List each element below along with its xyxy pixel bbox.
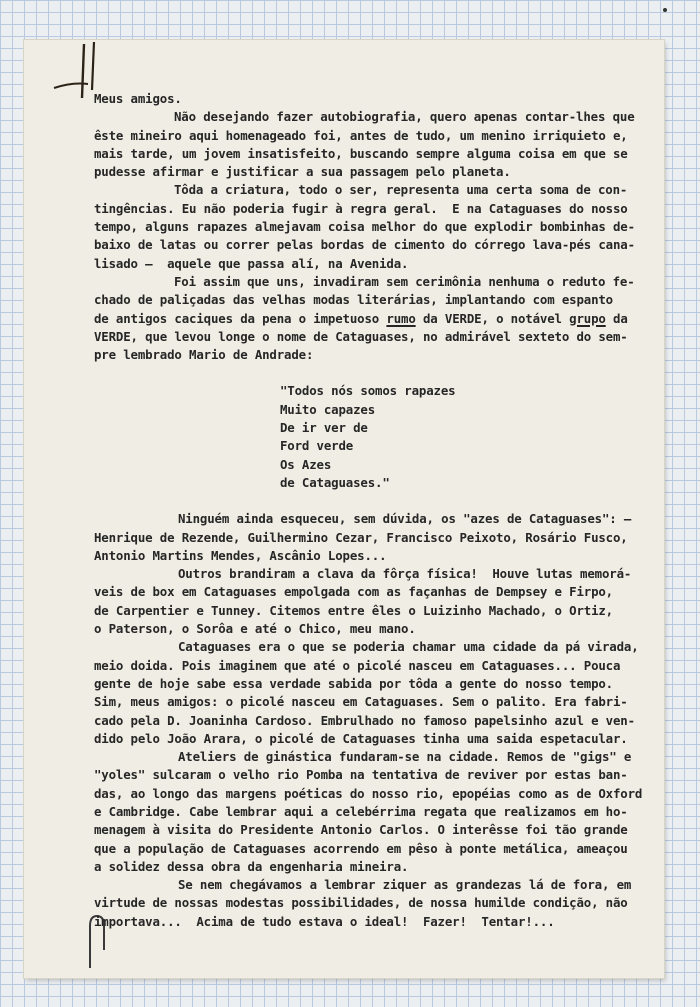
poem-line: De ir ver de <box>280 420 368 436</box>
text-line: dido pelo João Arara, o picolé de Cataguases tinha uma saida espetacular. <box>94 730 628 746</box>
text-line: Cataguases era o que se poderia chamar uma cidade da pá virada, <box>178 639 639 655</box>
poem-line: Muito capazes <box>280 401 376 417</box>
poem-line: Os Azes <box>280 456 332 472</box>
text-line: gente de hoje sabe essa verdade sabida por tôda a gente do nosso tempo. <box>94 675 613 691</box>
text-line: Tôda a criatura, todo o ser, representa uma certa soma de con- <box>174 182 628 198</box>
text-line: menagem à visita do Presidente Antonio Carlos. O interêsse foi tão grande <box>94 822 628 838</box>
text-line: de Carpentier e Tunney. Citemos entre êles o Luizinho Machado, o Ortiz, <box>94 602 613 618</box>
text-segment: da <box>605 310 628 326</box>
text-line: importava... Acima de tudo estava o ideal! Fazer! Tentar!... <box>94 913 555 929</box>
greeting: Meus amigos. <box>94 91 182 106</box>
text-line: Outros brandiram a clava da fôrça física! Houve lutas memorá- <box>178 566 632 582</box>
letter-body <box>94 90 674 931</box>
text-line: "yoles" sulcaram o velho rio Pomba na tentativa de reviver por estas ban- <box>94 767 628 783</box>
text-line: Não desejando fazer autobiografia, quero apenas contar-lhes que <box>174 109 635 125</box>
underlined-word: grupo <box>569 310 606 326</box>
text-line: Antonio Martins Mendes, Ascânio Lopes... <box>94 547 387 563</box>
text-line: tempo, alguns rapazes almejavam coisa melhor do que explodir bombinhas de- <box>94 219 635 235</box>
text-line: Foi assim que uns, invadiram sem cerimônia nenhuma o reduto fe- <box>174 273 635 289</box>
text-segment: da VERDE, o notável <box>415 310 570 326</box>
text-segment: de antigos caciques da pena o impetuoso <box>94 310 387 326</box>
text-line: chado de paliçadas das velhas modas literárias, implantando com espanto <box>94 292 613 308</box>
text-line: virtude de nossas modestas possibilidades, de nossa humilde condição, não <box>94 895 628 911</box>
corner-mark <box>660 5 670 15</box>
text-line: Se nem chegávamos a lembrar ziquer as grandezas lá de fora, em <box>178 877 632 893</box>
poem-line: Ford verde <box>280 438 354 454</box>
text-line: pre lembrado Mario de Andrade: <box>94 347 314 363</box>
text-line: cado pela D. Joaninha Cardoso. Embrulhado no famoso papelsinho azul e ven- <box>94 712 635 728</box>
text-line: e Cambridge. Cabe lembrar aqui a celebérrima regata que realizamos em ho- <box>94 803 628 819</box>
text-line <box>94 310 674 328</box>
poem-line: de Cataguases." <box>280 474 390 490</box>
text-line: veis de box em Cataguases empolgada com as façanhas de Dempsey e Firpo, <box>94 584 613 600</box>
text-line: das, ao longo das margens poéticas do nosso rio, epopéias como as de Oxford <box>94 785 643 801</box>
text-line: êste mineiro aqui homenageado foi, antes de tudo, um menino irriquieto e, <box>94 127 628 143</box>
text-line: pudesse afirmar e justificar a sua passagem pelo planeta. <box>94 164 511 180</box>
text-line: o Paterson, o Sorôa e até o Chico, meu mano. <box>94 621 416 637</box>
text-line: VERDE, que levou longe o nome de Cataguases, no admirável sexteto do sem- <box>94 328 628 344</box>
text-line: Henrique de Rezende, Guilhermino Cezar, Francisco Peixoto, Rosário Fusco, <box>94 529 628 545</box>
text-line: Sim, meus amigos: o picolé nasceu em Cataguases. Sem o palito. Era fabri- <box>94 694 628 710</box>
text-line: tingências. Eu não poderia fugir à regra geral. E na Cataguases do nosso <box>94 200 628 216</box>
text-line: baixo de latas ou correr pelas bordas de cimento do córrego lava-pés cana- <box>94 237 635 253</box>
text-line: que a população de Cataguases acorrendo em pêso à ponte metálica, ameaçou <box>94 840 628 856</box>
text-line: meio doida. Pois imaginem que até o picolé nasceu em Cataguases... Pouca <box>94 657 621 673</box>
underlined-word: rumo <box>386 310 416 326</box>
text-line: lisado — aquele que passa alí, na Avenida. <box>94 255 409 271</box>
text-line: Ninguém ainda esqueceu, sem dúvida, os "azes de Cataguases": — <box>178 511 632 527</box>
text-line: mais tarde, um jovem insatisfeito, buscando sempre alguma coisa em que se <box>94 145 628 161</box>
poem-line: "Todos nós somos rapazes <box>280 383 456 399</box>
text-line: a solidez dessa obra da engenharia mineira. <box>94 858 409 874</box>
text-line: Ateliers de ginástica fundaram-se na cidade. Remos de "gigs" e <box>178 749 632 765</box>
